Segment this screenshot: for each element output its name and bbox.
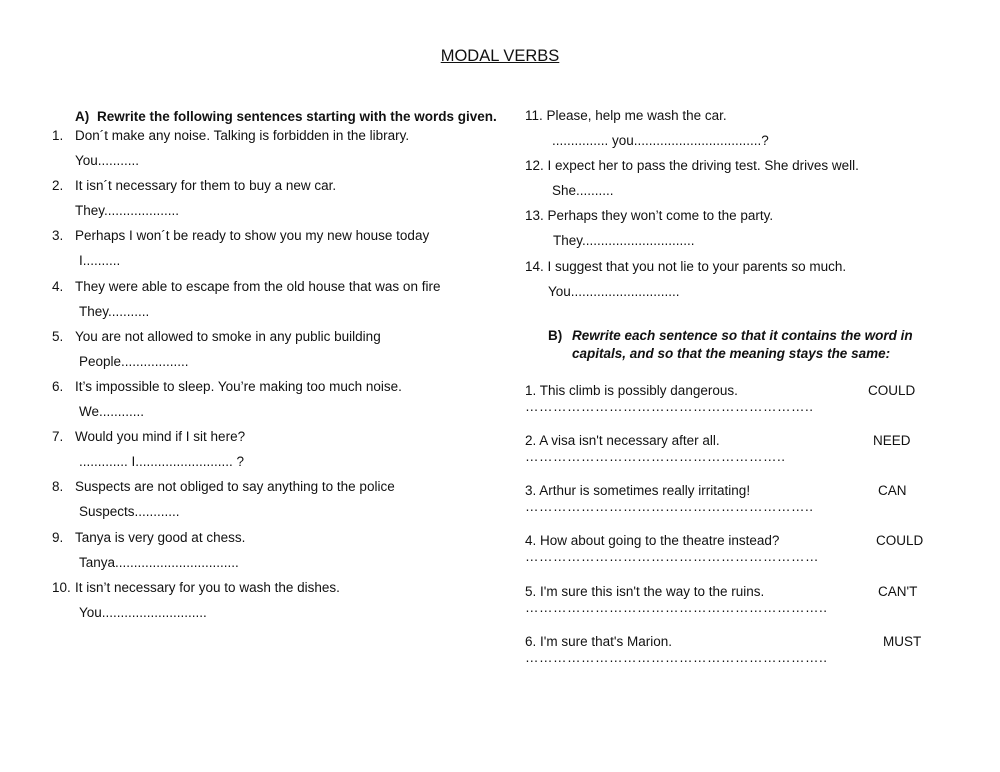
list-item — [52, 329, 522, 379]
answer-blank[interactable]: ............. I.......................... ? — [79, 454, 245, 470]
list-item — [525, 383, 965, 433]
list-item — [525, 208, 965, 258]
item-sentence: Perhaps I won´t be ready to show you my new house today — [75, 228, 430, 244]
item-number: 7. — [52, 429, 64, 445]
answer-blank[interactable]: They.................... — [75, 203, 180, 219]
list-item — [52, 429, 522, 479]
item-sentence: 5. I'm sure this isn't the way to the ruins. — [525, 583, 765, 599]
section-a-heading — [52, 108, 522, 126]
answer-blank[interactable]: They........... — [79, 303, 150, 319]
answer-blank[interactable]: She.......... — [552, 183, 614, 199]
answer-line[interactable]: …………………………………………………….. — [525, 398, 814, 414]
capital-word: CAN'T — [878, 583, 918, 599]
item-number: 9. — [52, 529, 64, 545]
page-title: MODAL VERBS — [440, 47, 560, 65]
answer-blank[interactable]: You........... — [75, 153, 140, 168]
answer-line[interactable]: …………………………………………………….. — [525, 499, 814, 515]
answer-blank[interactable]: I.......... — [79, 253, 121, 269]
list-item — [525, 584, 965, 634]
item-sentence: It’s impossible to sleep. You’re making too much noise. — [75, 378, 402, 394]
list-item — [52, 128, 522, 178]
list-item — [52, 479, 522, 529]
item-number: 8. — [52, 479, 64, 495]
item-sentence: 13. Perhaps they won’t come to the party. — [525, 208, 774, 224]
answer-blank[interactable]: People.................. — [79, 353, 189, 369]
capital-word: COULD — [876, 533, 924, 549]
item-number: 3. — [52, 228, 64, 244]
item-sentence: Tanya is very good at chess. — [75, 529, 246, 545]
right-column — [525, 108, 965, 684]
list-item — [52, 279, 522, 329]
item-sentence: 1. This climb is possibly dangerous. — [525, 382, 738, 398]
item-sentence: Don´t make any noise. Talking is forbidden in the library. — [75, 128, 410, 143]
answer-blank[interactable]: We............ — [79, 403, 145, 419]
list-item — [52, 228, 522, 278]
answer-blank[interactable]: You............................ — [79, 604, 207, 620]
answer-blank[interactable]: They.............................. — [553, 233, 695, 249]
list-item — [525, 108, 965, 158]
list-item — [525, 483, 965, 533]
section-a-heading-text: Rewrite the following sentences starting with the words given. — [97, 109, 497, 124]
item-sentence: 4. How about going to the theatre instead? — [525, 533, 780, 549]
item-number: 4. — [52, 278, 64, 294]
list-item — [525, 259, 965, 309]
answer-blank[interactable]: Tanya................................. — [79, 554, 239, 570]
item-number: 1. — [52, 128, 64, 143]
answer-line[interactable]: ……………………………………………….. — [525, 448, 786, 464]
capital-word: CAN — [878, 483, 907, 499]
capital-word: COULD — [868, 382, 916, 398]
section-b-heading-line1: Rewrite each sentence so that it contains the word in — [572, 327, 913, 343]
item-sentence: 3. Arthur is sometimes really irritating! — [525, 483, 751, 499]
item-sentence: They were able to escape from the old house that was on fire — [75, 278, 441, 294]
section-b-heading — [525, 327, 965, 363]
list-item — [525, 634, 965, 684]
item-number: 6. — [52, 378, 64, 394]
item-sentence: 6. I'm sure that's Marion. — [525, 633, 672, 649]
item-sentence: You are not allowed to smoke in any public building — [75, 328, 381, 344]
item-sentence: 12. I expect her to pass the driving test. She drives well. — [525, 158, 859, 174]
item-sentence: Would you mind if I sit here? — [75, 429, 246, 445]
item-sentence: It isn´t necessary for them to buy a new car. — [75, 178, 337, 194]
answer-line[interactable]: ……………………………………………………… — [525, 549, 819, 565]
list-item — [52, 530, 522, 580]
item-number: 2. — [52, 178, 64, 194]
list-item — [525, 158, 965, 208]
section-a — [52, 108, 522, 630]
list-item — [52, 178, 522, 228]
section-b-heading-line2: capitals, and so that the meaning stays the same: — [572, 345, 891, 361]
list-item — [525, 533, 965, 583]
list-item — [525, 433, 965, 483]
section-b-letter: B) — [548, 327, 563, 343]
item-sentence: 14. I suggest that you not lie to your parents so much. — [525, 258, 847, 274]
capital-word: NEED — [873, 432, 911, 448]
item-sentence: 2. A visa isn't necessary after all. — [525, 432, 720, 448]
answer-line[interactable]: ……………………………………………………….. — [525, 649, 828, 665]
item-sentence: It isn’t necessary for you to wash the dishes. — [75, 579, 340, 595]
section-a-letter: A) — [75, 109, 90, 124]
item-sentence: 11. Please, help me wash the car. — [525, 108, 727, 123]
answer-blank[interactable]: Suspects............ — [79, 504, 180, 520]
item-number: 10. — [52, 579, 71, 595]
answer-blank[interactable]: You............................. — [548, 283, 680, 299]
answer-blank[interactable]: ............... you..................................? — [552, 133, 769, 148]
item-number: 5. — [52, 328, 64, 344]
capital-word: MUST — [883, 633, 922, 649]
item-sentence: Suspects are not obliged to say anything to the police — [75, 479, 395, 495]
list-item — [52, 379, 522, 429]
list-item — [52, 580, 522, 630]
answer-line[interactable]: ……………………………………………………….. — [525, 599, 828, 615]
